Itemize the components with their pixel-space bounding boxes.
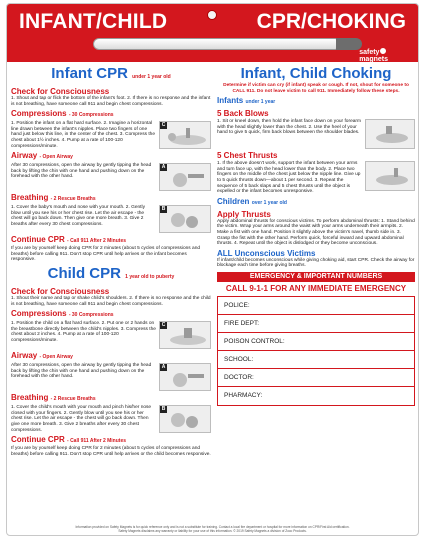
emergency-line-pharmacy[interactable]: PHARMACY: (224, 391, 263, 399)
child-airway-sub: - Open Airway (39, 354, 73, 361)
brand-logo (359, 48, 388, 63)
child-airway-label: Airway (11, 351, 38, 361)
infant-breathing-heading (11, 193, 211, 204)
hands-on-infant-icon (166, 126, 208, 146)
logo-line-2: magnets (359, 56, 388, 63)
step-a-badge: A (161, 164, 166, 171)
child-cpr-title-text: Child CPR (47, 264, 121, 282)
unconscious-heading: ALL Unconscious Victims (217, 248, 316, 258)
left-column (11, 66, 211, 457)
infant-airway-heading (11, 151, 211, 162)
emergency-line-poison[interactable]: POISON CONTROL: (218, 333, 414, 351)
emergency-line-fire[interactable]: FIRE DEPT: (218, 315, 414, 333)
infant-breathing-illustration (159, 205, 211, 233)
infant-compressions-heading (11, 109, 211, 120)
chest-thrusts-illustration (365, 161, 415, 191)
children-sub: over 1 year old (251, 199, 287, 206)
infant-breathing-row (11, 205, 211, 233)
child-cpr-title (11, 266, 211, 285)
back-blows-row (217, 119, 415, 149)
infants-heading (217, 96, 415, 107)
child-breathing-illustration (159, 405, 211, 433)
hands-on-child-icon (166, 326, 208, 346)
logo-dot-icon (380, 48, 386, 54)
chest-thrusts-row (217, 161, 415, 195)
step-c-badge-child: C (161, 322, 166, 329)
child-compressions-text: 1. Position the child on a flat hard surface. 2. Put one or 2 hands on the breastbone directly between the child's nipples. 3. Compress the chest about 2 inches. 4. Pump at a rate of 100-120 compressions/minute. (11, 321, 156, 343)
choking-intro: Determine if victim can cry (if infant) speak or cough. If not, shout for someone to CALL 911. Do not leave victim to call 911. Immediately follow these steps. (223, 83, 409, 94)
banner-right-title: CPR/CHOKING (256, 10, 406, 33)
back-blows-text: 1. Sit or kneel down, then hold the infant face down on your forearm with the head slightly lower than the chest. 2. Use the heel of your hand to give 5 quick, firm back blows between the shoulder blades. (217, 119, 361, 136)
emergency-call-line: CALL 9-1-1 FOR ANY IMMEDIATE EMERGENCY (225, 283, 407, 293)
child-breathing-label: Breathing (11, 393, 49, 403)
apply-thrusts-heading: Apply Thrusts (217, 209, 271, 219)
infant-breathing-text: 1. Cover the baby's mouth and nose with your mouth. 2. Gently blow until you see his or her chest rise. Let the air escape - the chest will go back down. Then give one more breath. 3. Give 2 breaths after every 30 chest compressions. (11, 205, 145, 227)
infant-cpr-subtitle: under 1 year old (132, 74, 171, 80)
infant-continue-sub: - Call 911 After 2 Minutes (67, 238, 127, 245)
infant-compressions-row (11, 121, 211, 149)
title-banner (7, 4, 418, 62)
infant-breathing-sub: - 2 Rescue Breaths (50, 196, 96, 203)
child-compressions-sub: - 30 Compressions (68, 312, 114, 319)
infants-label: Infants (217, 96, 244, 106)
rescue-breath-icon (166, 210, 208, 230)
chest-thrusts-text: 1. If the above doesn't work, support the infant between your arms and turn face up, with the head lower than the body. 2. Place two fingers on the middle of the chest just below the nipple line. Give up to 5 quick thrusts down—about 1 per second. 3. Repeat the sequence of 5 back slaps and 5 chest thrusts until the object is expelled or the infant becomes unresponsive. (217, 161, 361, 195)
child-breathing-heading (11, 393, 211, 404)
infant-airway-label: Airway (11, 151, 38, 161)
apply-thrusts-text: Apply abdominal thrusts for conscious victims. To perform abdominal thrusts: 1. Stand behind the victim. Wrap your arms around the waist with your arms underneath their armpits. 2. Make a fist with one hand. Position it slightly above the victim's navel, thumb side in. 3. Grasp the fist with the other hand. Perform quick, forceful inward and upward abdominal thrusts. 4. Repeat until the object is dislodged or they become unconscious. (217, 218, 415, 247)
child-airway-heading (11, 351, 211, 362)
child-airway-row (11, 363, 211, 391)
child-cpr-subtitle: 1 year old to puberty (125, 273, 175, 280)
child-compressions-heading (11, 309, 211, 320)
child-check-text: 1. Shout their name and tap or shake child's shoulders. 2. If there is no response and the child is not breathing, have someone call 911 and begin chest compressions. (11, 295, 211, 307)
child-compressions-row (11, 321, 211, 349)
logo-line-1: safety (359, 49, 380, 56)
infant-compressions-illustration (159, 121, 211, 149)
infant-airway-row (11, 163, 211, 191)
child-rescue-breath-icon (166, 410, 208, 430)
infant-check-heading: Check for Consciousness (11, 87, 110, 96)
step-c-badge: C (161, 122, 166, 129)
infant-cpr-title-text: Infant CPR (51, 65, 128, 82)
head-tilt-icon (166, 168, 208, 188)
infant-check-text: 1. Shout and tap or flick the bottom of the infant's foot. 2. If there is no response and the infant is not breathing, have someone call 911 and begin chest compressions. (11, 96, 211, 107)
infant-continue-label: Continue CPR (11, 235, 65, 245)
child-continue-text: If you are by yourself keep doing CPR for 2 minutes (about 5 cycles of compressions and breaths) before calling 911. Don't stop CPR until help arrives or the child becomes responsive. (11, 446, 211, 457)
infant-airway-text: After 30 compressions, open the airway by gently tipping the head back by lifting the chin with one hand and pushing down on the forehead with the other hand. (11, 163, 152, 180)
infants-sub: under 1 year (245, 99, 276, 106)
emergency-number-lines (217, 296, 415, 406)
child-compressions-label: Compressions (11, 309, 67, 319)
infant-cpr-title (11, 66, 211, 85)
child-breathing-row (11, 405, 211, 433)
infant-face-down-icon (372, 124, 412, 146)
right-column (217, 66, 415, 406)
step-b-badge: B (161, 206, 166, 213)
child-head-tilt-icon (166, 368, 208, 388)
banner-left-title: INFANT/CHILD (19, 10, 168, 33)
child-compressions-illustration (159, 321, 211, 349)
infant-continue-heading (11, 235, 211, 246)
child-continue-label: Continue CPR (11, 435, 65, 445)
footer-line-2: Safety Magnets disclaims any warranty or liability for your use of this information. © 2019 Safety Magnets a division of Zoco Products. (118, 529, 307, 533)
dry-erase-marker (93, 38, 341, 50)
emergency-line-doctor[interactable]: DOCTOR: (218, 369, 414, 387)
child-breathing-text: 1. Cover the child's mouth with your mouth and pinch his/her nose closed with your fingers. 2. Gently blow until you see his or her chest rise. Let the air escape - the chest will go back down. Then give one more breath. 3. Give 2 breaths after every 30 chest compressions. (11, 405, 152, 433)
child-breathing-sub: - 2 Rescue Breaths (50, 396, 96, 403)
hanging-hole (207, 10, 217, 20)
child-airway-illustration (159, 363, 211, 391)
back-blows-heading: 5 Back Blows (217, 109, 269, 119)
unconscious-text: If infant/child becomes unconscious while giving choking aid, start CPR. Check the airway for blockage each time before giving breaths. (217, 257, 415, 269)
infant-breathing-label: Breathing (11, 193, 49, 203)
step-b-badge-child: B (161, 406, 166, 413)
infant-compressions-text: 1. Position the infant on a flat hard surface. 2. Imagine a horizontal line drawn between the infant's nipples. Place two fingers of one hand just below this line, in the center of the chest. 3. Compress the chest about 1½ inches. 4. Pump at a rate of 100-120 compressions/minute. (11, 121, 155, 149)
infant-face-up-icon (372, 166, 412, 188)
choking-title: Infant, Child Choking (240, 65, 392, 82)
infant-airway-illustration (159, 163, 211, 191)
emergency-header: EMERGENCY & IMPORTANT NUMBERS (217, 272, 415, 282)
child-continue-heading (11, 435, 211, 446)
emergency-line-school[interactable]: SCHOOL: (218, 351, 414, 369)
children-label: Children (217, 196, 250, 206)
child-continue-sub: - Call 911 After 2 Minutes (67, 438, 127, 445)
infant-compressions-sub: - 30 Compressions (68, 112, 114, 119)
back-blows-illustration (365, 119, 415, 149)
step-a-badge-child: A (161, 364, 166, 371)
cpr-reference-card (6, 3, 419, 536)
infant-compressions-label: Compressions (11, 109, 67, 119)
child-check-heading: Check for Consciousness (11, 286, 110, 296)
emergency-line-police[interactable]: POLICE: (218, 297, 414, 315)
footer-disclaimer (7, 525, 418, 533)
child-airway-text: After 30 compressions, open the airway by gently tipping the head back by lifting the chin with one hand and pushing down on the forehead with the other hand. (11, 363, 152, 380)
chest-thrusts-heading: 5 Chest Thrusts (217, 151, 278, 161)
infant-continue-text: If you are by yourself keep doing CPR for 2 minutes (about 5 cycles of compressions and breaths) before calling 911. Don't stop CPR until help arrives or the infant becomes responsive. (11, 246, 201, 263)
infant-airway-sub: - Open Airway (39, 154, 73, 161)
footer-line-1: Information provided on Safety Magnets is for quick reference only and is not a substitute for training. Contact a local fire department or hospital for more information on CPR/First Aid certification. (75, 525, 350, 529)
children-heading (217, 197, 415, 208)
marker-cap (336, 38, 362, 50)
